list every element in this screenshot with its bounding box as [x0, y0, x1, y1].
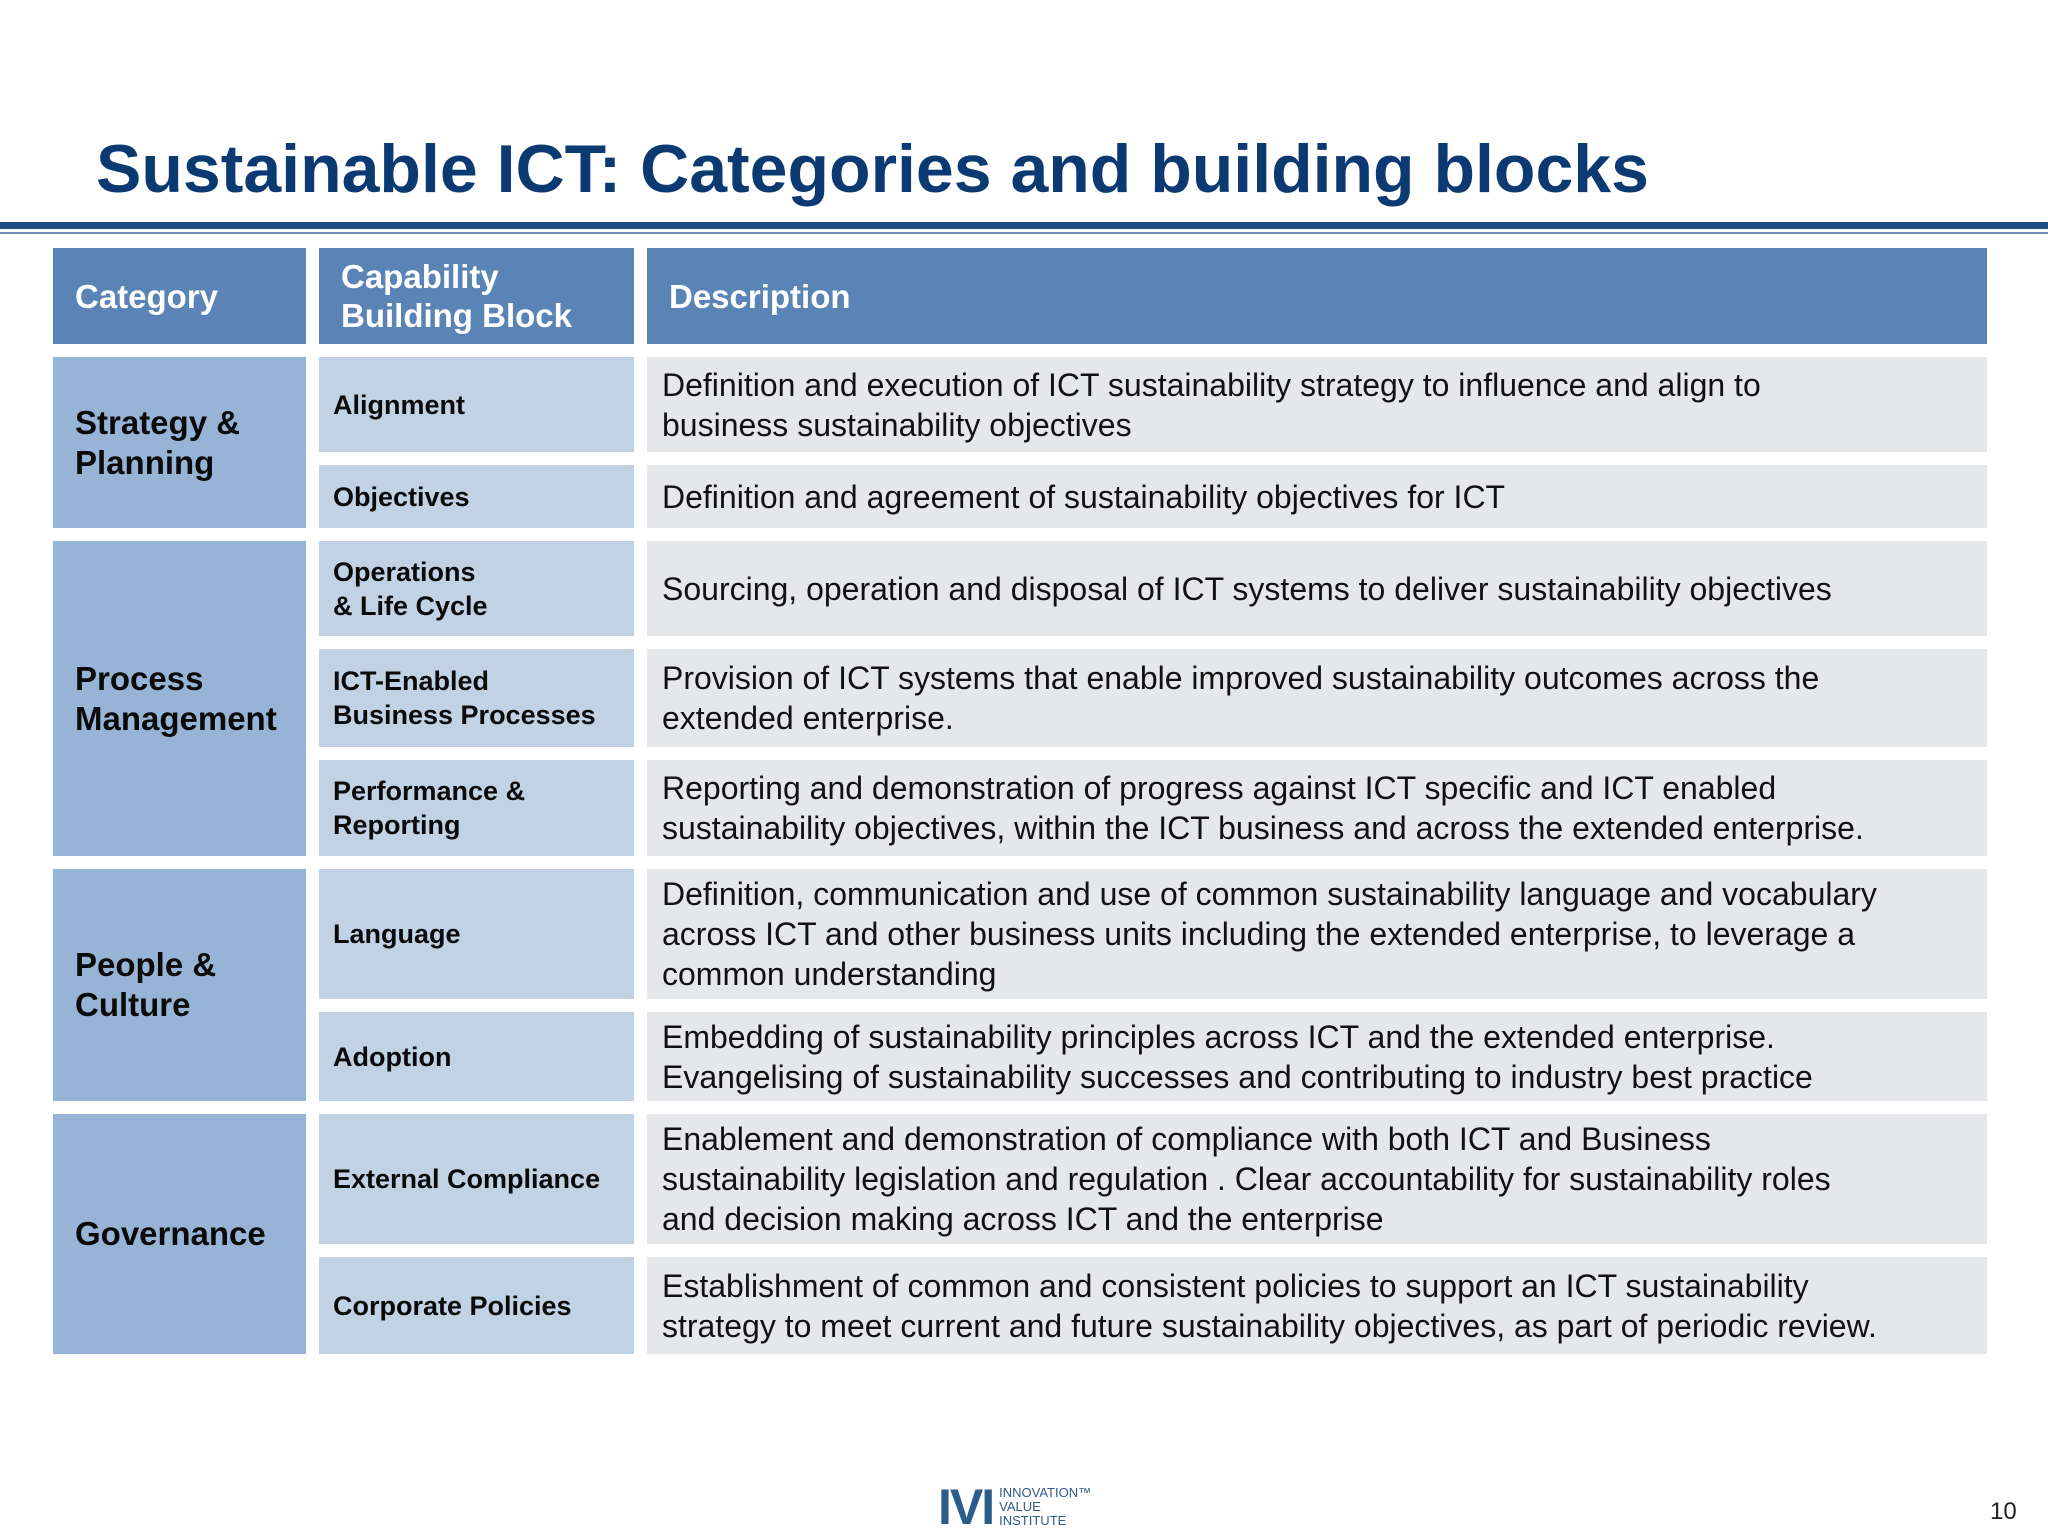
block-label: Performance & Reporting: [333, 776, 526, 840]
category-process-management: [53, 541, 306, 856]
description-objectives: [647, 465, 1987, 528]
block-label: ICT-Enabled Business Processes: [333, 666, 596, 730]
block-label: Alignment: [333, 389, 465, 420]
category-strategy-planning: [53, 357, 306, 528]
header-description-label: Description: [669, 277, 851, 315]
category-label: Strategy & Planning: [75, 403, 241, 481]
description-text: Definition, communication and use of common sustainability language and vocabulary across ICT and other business units including the extended enterprise, to leverage a common understanding: [662, 876, 1877, 992]
block-label: Operations & Life Cycle: [333, 556, 488, 621]
slide-title: Sustainable ICT: Categories and building blocks: [96, 131, 1649, 207]
block-external-compliance: [319, 1114, 634, 1244]
description-external-compliance: [647, 1114, 1987, 1244]
description-ict-enabled-business-processes: [647, 649, 1987, 747]
page-number: 10: [1990, 1498, 2017, 1525]
description-text: Reporting and demonstration of progress against ICT specific and ICT enabled sustainability objectives, within the ICT business and across the extended enterprise.: [662, 770, 1864, 846]
block-label: Objectives: [333, 481, 470, 512]
logo-line-2: VALUE: [999, 1499, 1041, 1514]
header-category-label: Category: [75, 277, 219, 315]
ivi-logo: [938, 1479, 1092, 1535]
header-description: [647, 248, 1987, 344]
header-category: [53, 248, 306, 344]
description-text: Sourcing, operation and disposal of ICT systems to deliver sustainability objectives: [662, 570, 1832, 607]
block-operations-life-cycle: [319, 541, 634, 636]
block-corporate-policies: [319, 1257, 634, 1354]
description-text: Definition and execution of ICT sustainability strategy to influence and align to business sustainability objectives: [662, 366, 1761, 443]
block-objectives: [319, 465, 634, 528]
header-block-label: Capability Building Block: [341, 258, 572, 334]
description-text: Provision of ICT systems that enable improved sustainability outcomes across the extended enterprise.: [662, 660, 1820, 736]
description-language: [647, 869, 1987, 999]
description-adoption: [647, 1012, 1987, 1101]
description-text: Definition and agreement of sustainability objectives for ICT: [662, 478, 1506, 515]
description-text: Embedding of sustainability principles across ICT and the extended enterprise. Evangelising of sustainability successes and contributing to industry best practice: [662, 1018, 1813, 1095]
block-label: Corporate Policies: [333, 1290, 572, 1321]
title-divider-thin: [0, 232, 2048, 234]
category-governance: [53, 1114, 306, 1354]
category-label: People & Culture: [75, 946, 217, 1023]
ivi-logo-mark: [938, 1479, 994, 1535]
title-divider: [0, 222, 2048, 229]
category-label: Process Management: [75, 659, 277, 737]
description-performance-reporting: [647, 760, 1987, 856]
description-text: Establishment of common and consistent policies to support an ICT sustainability strategy to meet current and future sustainability objectives, as part of periodic review.: [662, 1267, 1877, 1344]
ivi-logo-mark-text: IVI: [938, 1479, 994, 1535]
block-ict-enabled-business-processes: [319, 649, 634, 747]
ivi-logo-text: [999, 1486, 1091, 1528]
block-label: Adoption: [333, 1041, 452, 1072]
block-language: [319, 869, 634, 999]
description-corporate-policies: [647, 1257, 1987, 1354]
block-label: Language: [333, 919, 461, 949]
logo-line-1: INNOVATION™: [999, 1485, 1092, 1500]
header-capability-block: [319, 248, 634, 344]
description-text: Enablement and demonstration of compliance with both ICT and Business sustainability legislation and regulation . Clear accountability for sustainability roles and decision making across ICT and the enterprise: [662, 1121, 1831, 1237]
block-adoption: [319, 1012, 634, 1101]
block-performance-reporting: [319, 760, 634, 856]
description-operations-life-cycle: [647, 541, 1987, 636]
category-label: Governance: [75, 1215, 266, 1252]
description-alignment: [647, 357, 1987, 452]
block-label: External Compliance: [333, 1164, 601, 1194]
category-people-culture: [53, 869, 306, 1101]
block-alignment: [319, 357, 634, 452]
logo-line-3: INSTITUTE: [999, 1513, 1067, 1528]
